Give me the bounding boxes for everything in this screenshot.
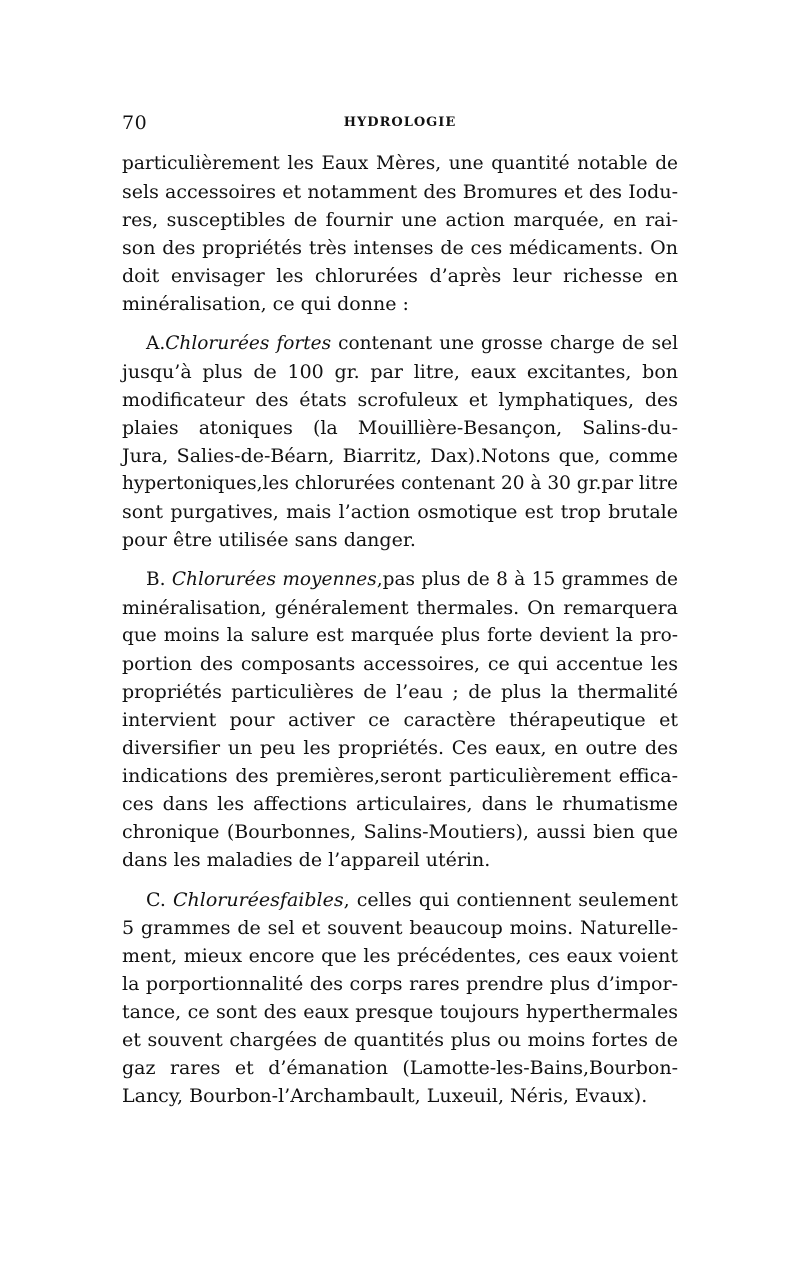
text-line: que moins la salure est marquée plus forte devient la pro-	[122, 625, 678, 646]
text-line: particulièrement les Eaux Mères, une quantité notable de	[122, 153, 678, 174]
text-line	[122, 566, 678, 594]
text-line: chronique (Bourbonnes, Salins-Moutiers), aussi bien que	[122, 821, 678, 843]
section-label: B.	[146, 569, 172, 590]
section-label: C.	[146, 889, 173, 911]
section-label: A.	[146, 333, 166, 354]
text-line: modificateur des états scrofuleux et lymphatiques, des	[122, 389, 678, 411]
text-line: tance, ce sont des eaux presque toujours hyperthermales	[122, 1001, 678, 1023]
text-line: diversifier un peu les propriétés. Ces eaux, en outre des	[122, 737, 678, 759]
page-number: 70	[122, 112, 148, 134]
text-line: hypertoniques,les chlorurées contenant 20 à 30 gr.par litre	[122, 473, 678, 494]
text-line: portion des composants accessoires, ce qui accentue les	[122, 653, 678, 675]
paragraph-chlorurees-moyennes	[122, 566, 678, 874]
text-line: ment, mieux encore que les précédentes, ces eaux voient	[122, 945, 678, 967]
text-line: res, susceptibles de fournir une action marquée, en rai-	[122, 209, 678, 231]
text-fragment: , celles qui contiennent seulement	[343, 889, 678, 911]
text-line: pour être utilisée sans danger.	[122, 529, 416, 551]
text-line: Jura, Salies-de-Béarn, Biarritz, Dax).Notons que, comme	[122, 445, 678, 467]
text-line: minéralisation, ce qui donne :	[122, 293, 409, 315]
text-line: jusqu’à plus de 100 gr. par litre, eaux excitantes, bon	[122, 361, 678, 383]
paragraph-chlorurees-faibles	[122, 886, 678, 1110]
page-header	[122, 112, 678, 138]
text-line: plaies atoniques (la Mouillière-Besançon, Salins-du-	[122, 417, 678, 439]
section-term: Chlorurées fortes	[165, 333, 332, 354]
text-line: minéralisation, généralement thermales. On remarquera	[122, 597, 678, 619]
paragraph-chlorurees-fortes	[122, 330, 678, 554]
text-line	[122, 886, 678, 914]
text-fragment: ,pas plus de 8 à 15 grammes de	[376, 569, 679, 590]
text-line: propriétés particulières de l’eau ; de plus la thermalité	[122, 681, 678, 703]
text-line: 5 grammes de sel et souvent beaucoup moins. Naturelle-	[122, 917, 678, 939]
section-term: Chloruréesfaibles	[172, 889, 344, 911]
text-line: dans les maladies de l’appareil utérin.	[122, 849, 491, 871]
text-line: la porportionnalité des corps rares prendre plus d’impor-	[122, 973, 678, 995]
text-line: ces dans les affections articulaires, dans le rhumatisme	[122, 793, 678, 815]
text-fragment: contenant une grosse charge de sel	[331, 333, 678, 354]
text-line: sont purgatives, mais l’action osmotique est trop brutale	[122, 501, 678, 523]
text-line: et souvent chargées de quantités plus ou moins fortes de	[122, 1029, 678, 1051]
section-term: Chlorurées moyennes	[171, 569, 377, 590]
paragraph-intro	[122, 150, 678, 318]
text-line: Lancy, Bourbon-l’Archambault, Luxeuil, Néris, Evaux).	[122, 1085, 648, 1107]
text-line: son des propriétés très intenses de ces médicaments. On	[122, 237, 678, 259]
text-line: gaz rares et d’émanation (Lamotte-les-Bains,Bourbon-	[122, 1057, 678, 1079]
text-line	[122, 330, 678, 358]
text-line: sels accessoires et notamment des Bromures et des Iodu-	[122, 181, 678, 203]
text-line: doit envisager les chlorurées d’après leur richesse en	[122, 265, 678, 287]
text-line: indications des premières,seront particulièrement effica-	[122, 765, 678, 787]
running-head: HYDROLOGIE	[343, 115, 457, 130]
body-text	[122, 150, 678, 1110]
text-line: intervient pour activer ce caractère thérapeutique et	[122, 709, 678, 731]
